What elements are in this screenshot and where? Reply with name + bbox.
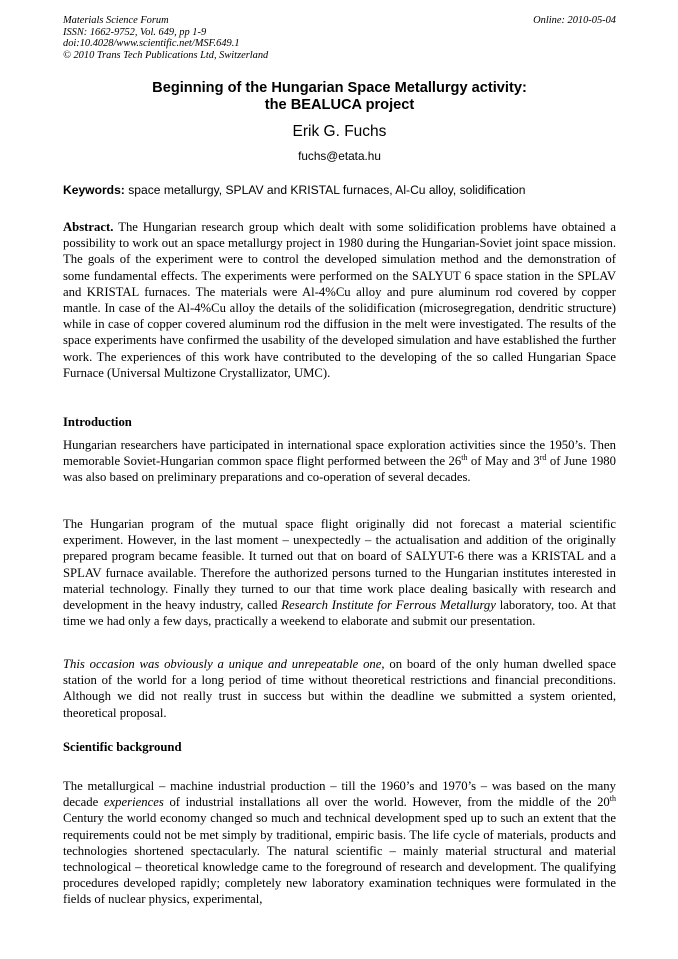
- journal-header: [63, 15, 616, 61]
- intro-p2-text-a: The Hungarian program of the mutual space flight originally did not forecast a material scientific experiment. However, in the last moment – unexpectedly – the actualisation and addition of the originally prepared program became feasible. It turned out that on board of SALYUT-6 there was a KRISTAL and a SPLAV furnace available. Therefore the authorized persons turned to the Hungarian institutes interested in material technology. Finally they turned to our that time work place dealing basically with research and development in the heavy industry, called: [63, 517, 616, 613]
- doi-line: doi:10.4028/www.scientific.net/MSF.649.1: [63, 38, 240, 50]
- abstract-label: Abstract.: [63, 220, 114, 234]
- title-line-1: Beginning of the Hungarian Space Metallurgy activity:: [152, 80, 527, 96]
- intro-p1-text-b: of May and 3: [467, 454, 540, 469]
- sci-p1-text-a: The metallurgical – machine industrial production – till the 1960’s and 1970’s – was based on the many decade: [63, 779, 616, 810]
- paper-title: [63, 80, 616, 114]
- journal-name: Materials Science Forum: [63, 15, 169, 26]
- intro-p2-text-b: laboratory, too. At that time we had only a few days, practically a weekend to elaborate and submit our presentation.: [63, 598, 617, 629]
- intro-p1-text-a: Hungarian researchers have participated in international space exploration activities since the 1950’s. Then memorable Soviet-Hungarian common space flight performed between the 26: [63, 438, 616, 469]
- sci-p1-sup: th: [609, 793, 616, 803]
- intro-p1-sup-2: rd: [539, 452, 547, 462]
- scientific-background-paragraph-1: [63, 778, 616, 908]
- introduction-heading: Introduction: [63, 415, 132, 429]
- sci-p1-italic: experiences: [103, 795, 164, 810]
- introduction-paragraph-3: [63, 656, 616, 721]
- intro-p3-italic: This occasion was obviously a unique and unrepeatable one: [63, 657, 382, 671]
- introduction-paragraph-2: [63, 516, 616, 629]
- sci-p1-text-b: of industrial installations all over the world. However, from the middle of the 20: [163, 795, 610, 810]
- author-email: fuchs@etata.hu: [298, 149, 381, 163]
- intro-p1-text-c: of June 1980 was also based on preliminary preparations and co-operation of several decades.: [63, 454, 616, 485]
- intro-p1-sup-1: th: [461, 452, 468, 462]
- intro-p2-italic: Research Institute for Ferrous Metallurgy: [281, 598, 496, 613]
- online-date: Online: 2010-05-04: [533, 15, 616, 26]
- keywords-label: Keywords:: [63, 183, 125, 197]
- introduction-paragraph-1: [63, 437, 616, 486]
- sci-p1-text-c: Century the world economy changed so much and technical development sped up to such an extent that the requirements could not be met simply by traditional, empiric basis. The life cycle of materials, products and technologies shortened spectacularly. The natural scientific – mainly material structural and material technological – theoretical knowledge came to the foreground of research and development. The qualifying procedures developed rapidly; completely new laboratory examination techniques were formulated in the fields of nuclear physics, experimental,: [63, 811, 616, 907]
- keywords: [63, 183, 616, 198]
- issn-line: ISSN: 1662-9752, Vol. 649, pp 1-9: [63, 26, 207, 38]
- title-line-2: the BEALUCA project: [264, 97, 415, 113]
- abstract: [63, 219, 616, 381]
- keywords-text: space metallurgy, SPLAV and KRISTAL furnaces, Al-Cu alloy, solidification: [128, 183, 526, 197]
- scientific-background-heading: Scientific background: [63, 740, 182, 754]
- copyright-line: © 2010 Trans Tech Publications Ltd, Switzerland: [63, 49, 269, 61]
- intro-p3-text-b: , on board of the only human dwelled space station of the world for a long period of time without theoretical restrictions and financial preconditions. Although we did not really trust in success but within the deadline we submitted a system oriented, theoretical proposal.: [63, 657, 616, 720]
- author-name: Erik G. Fuchs: [292, 123, 387, 140]
- abstract-text: The Hungarian research group which dealt with some solidification problems have obtained a possibility to work out an space metallurgy project in 1980 during the Hungarian-Soviet joint space mission. The goals of the experiment were to control the developed simulation method and the demonstration of some fundamental effects. The experiments were performed on the SALYUT 6 space station in the SPLAV and KRISTAL furnaces. The materials were Al-4%Cu alloy and pure aluminum rod covered by copper mantle. In case of the Al-4%Cu alloy the details of the solidification (microsegregation, dendritic structure) while in case of copper covered aluminum rod the diffusion in the melt were investigated. The results of the space experiments have confirmed the usability of the developed simulation and have established the further work. The experiences of this work have contributed to the developing of the so called Hungarian Space Furnace (Universal Multizone Crystallizator, UMC).: [63, 220, 616, 380]
